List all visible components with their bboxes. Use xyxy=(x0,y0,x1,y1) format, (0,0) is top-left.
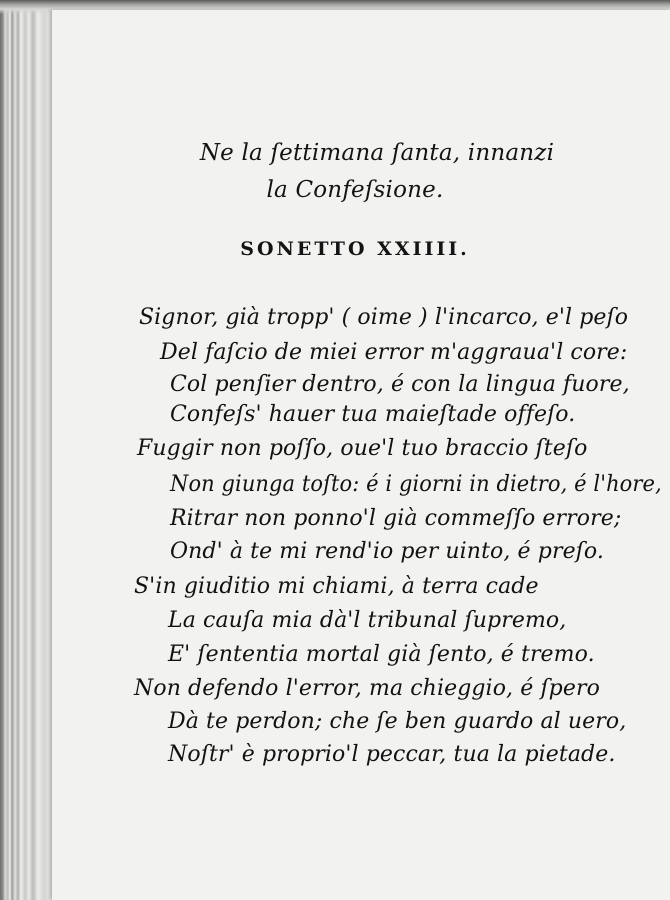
poem-line-7: Ritrar non ponno'l già commeſſo errore; xyxy=(170,506,622,531)
poem-line-1: Signor, già tropp' ( oime ) l'incarco, e'l peſo xyxy=(139,305,629,330)
poem-line-2: Del faſcio de miei error m'aggraua'l core: xyxy=(160,340,628,365)
section-heading-line-1: Ne la ſettimana ſanta, innanzi xyxy=(199,140,555,166)
poem-line-10: La cauſa mia dà'l tribunal ſupremo, xyxy=(168,608,567,633)
sonnet-title: SONETTO XXIIII. xyxy=(240,238,470,260)
poem-line-13: Dà te perdon; che ſe ben guardo al uero, xyxy=(168,709,627,734)
section-heading-line-2: la Confeſsione. xyxy=(266,177,444,203)
poem-line-6: Non giunga toſto: é i giorni in dietro, é l'hore, xyxy=(170,472,662,497)
poem-line-14: Noſtr' è proprio'l peccar, tua la pietade. xyxy=(168,742,616,767)
poem-line-11: E' ſententia mortal già ſento, é tremo. xyxy=(168,642,595,667)
poem-line-8: Ond' à te mi rend'io per uinto, é preſo. xyxy=(170,539,604,564)
poem-line-9: S'in giuditio mi chiami, à terra cade xyxy=(134,574,539,599)
poem-line-5: Fuggir non poſſo, oue'l tuo braccio ſteſo xyxy=(137,436,588,461)
poem-line-4: Confeſs' hauer tua maieſtade offeſo. xyxy=(170,402,576,427)
poem-line-12: Non defendo l'error, ma chieggio, é ſpero xyxy=(134,676,600,701)
poem-line-3: Col penſier dentro, é con la lingua fuore, xyxy=(170,372,630,397)
